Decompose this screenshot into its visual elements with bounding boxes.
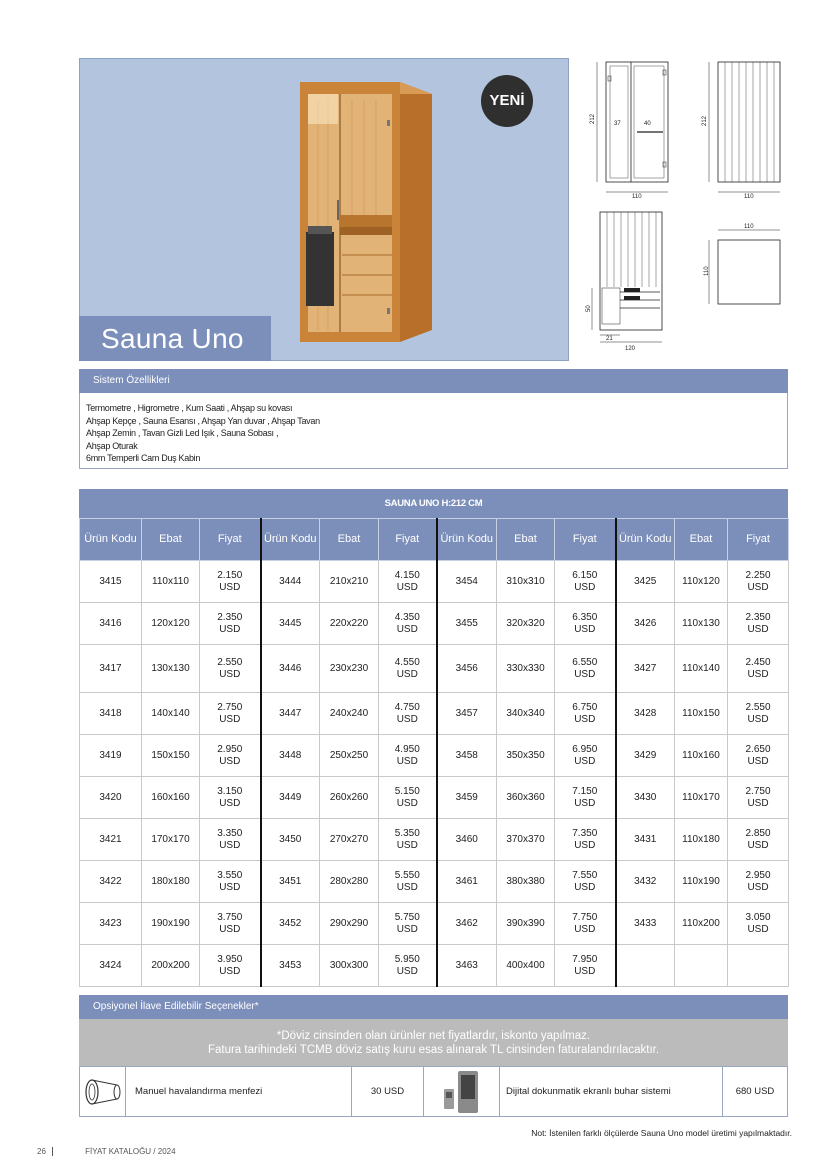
table-row bbox=[80, 819, 789, 861]
product-code-cell: 3446 bbox=[261, 645, 320, 693]
size-cell: 400x400 bbox=[497, 945, 555, 987]
product-code-cell: 3454 bbox=[437, 561, 497, 603]
top-depth-label: 110 bbox=[704, 266, 710, 276]
price-cell: 7.350 USD bbox=[555, 819, 616, 861]
price-cell: 5.350 USD bbox=[379, 819, 437, 861]
size-cell: 270x270 bbox=[320, 819, 379, 861]
table-row bbox=[80, 645, 789, 693]
product-code-cell: 3456 bbox=[437, 645, 497, 693]
price-cell: 5.150 USD bbox=[379, 777, 437, 819]
steam-panel-icon bbox=[440, 1069, 484, 1115]
features-list bbox=[79, 393, 788, 469]
price-cell: 5.550 USD bbox=[379, 861, 437, 903]
product-code-cell: 3447 bbox=[261, 693, 320, 735]
column-header: Ürün Kodu bbox=[616, 519, 675, 561]
price-cell: 4.750 USD bbox=[379, 693, 437, 735]
features-heading: Sistem Özellikleri bbox=[79, 369, 788, 393]
product-code-cell: 3417 bbox=[80, 645, 142, 693]
size-cell: 110x170 bbox=[675, 777, 728, 819]
new-badge: YENİ bbox=[481, 75, 533, 127]
price-cell: 6.950 USD bbox=[555, 735, 616, 777]
product-code-cell: 3426 bbox=[616, 603, 675, 645]
size-cell: 130x130 bbox=[142, 645, 200, 693]
section-left-label: 21 bbox=[606, 336, 613, 342]
product-code-cell: 3422 bbox=[80, 861, 142, 903]
size-cell: 110x160 bbox=[675, 735, 728, 777]
price-cell: 3.050 USD bbox=[728, 903, 789, 945]
size-cell bbox=[675, 945, 728, 987]
size-cell: 110x140 bbox=[675, 645, 728, 693]
product-code-cell: 3452 bbox=[261, 903, 320, 945]
product-code-cell: 3463 bbox=[437, 945, 497, 987]
price-cell: 4.550 USD bbox=[379, 645, 437, 693]
size-cell: 330x330 bbox=[497, 645, 555, 693]
size-cell: 390x390 bbox=[497, 903, 555, 945]
price-table bbox=[79, 489, 788, 987]
column-header: Ebat bbox=[497, 519, 555, 561]
size-cell: 250x250 bbox=[320, 735, 379, 777]
product-code-cell: 3459 bbox=[437, 777, 497, 819]
front-width-label: 110 bbox=[632, 194, 642, 200]
size-cell: 260x260 bbox=[320, 777, 379, 819]
column-header: Fiyat bbox=[379, 519, 437, 561]
feature-line: Ahşap Oturak bbox=[86, 440, 138, 451]
steam-label: Dijital dokunmatik ekranlı buhar sistemi bbox=[500, 1067, 723, 1116]
product-title: Sauna Uno bbox=[79, 316, 271, 361]
footer-label: FİYAT KATALOĞU / 2024 bbox=[85, 1147, 176, 1156]
table-row bbox=[80, 903, 789, 945]
product-code-cell: 3424 bbox=[80, 945, 142, 987]
product-code-cell: 3448 bbox=[261, 735, 320, 777]
table-row bbox=[80, 693, 789, 735]
product-code-cell: 3461 bbox=[437, 861, 497, 903]
side-view-drawing bbox=[702, 62, 780, 200]
product-code-cell: 3427 bbox=[616, 645, 675, 693]
product-code-cell: 3415 bbox=[80, 561, 142, 603]
technical-drawings bbox=[580, 52, 810, 357]
size-cell: 190x190 bbox=[142, 903, 200, 945]
section-bench-label: 50 bbox=[586, 305, 592, 312]
column-header: Fiyat bbox=[200, 519, 261, 561]
size-cell: 220x220 bbox=[320, 603, 379, 645]
feature-line: Termometre , Higrometre , Kum Saati , Ahşap su kovası bbox=[86, 403, 293, 413]
column-header: Ebat bbox=[320, 519, 379, 561]
price-cell: 4.350 USD bbox=[379, 603, 437, 645]
price-cell: 7.550 USD bbox=[555, 861, 616, 903]
price-cell: 5.950 USD bbox=[379, 945, 437, 987]
size-cell: 170x170 bbox=[142, 819, 200, 861]
product-code-cell: 3444 bbox=[261, 561, 320, 603]
price-cell: 2.450 USD bbox=[728, 645, 789, 693]
feature-line: 6mm Temperli Cam Duş Kabin bbox=[86, 453, 201, 463]
size-cell: 240x240 bbox=[320, 693, 379, 735]
product-code-cell: 3460 bbox=[437, 819, 497, 861]
size-cell: 110x110 bbox=[142, 561, 200, 603]
size-cell: 280x280 bbox=[320, 861, 379, 903]
ventilation-vent-icon bbox=[83, 1077, 123, 1107]
product-code-cell: 3431 bbox=[616, 819, 675, 861]
size-cell: 180x180 bbox=[142, 861, 200, 903]
vent-label: Manuel havalandırma menfezi bbox=[126, 1067, 352, 1116]
size-cell: 150x150 bbox=[142, 735, 200, 777]
size-cell: 320x320 bbox=[497, 603, 555, 645]
price-cell: 5.750 USD bbox=[379, 903, 437, 945]
price-cell: 4.150 USD bbox=[379, 561, 437, 603]
size-cell: 360x360 bbox=[497, 777, 555, 819]
table-row bbox=[80, 603, 789, 645]
door-left-label: 37 bbox=[614, 121, 621, 127]
product-code-cell: 3433 bbox=[616, 903, 675, 945]
column-header: Ebat bbox=[675, 519, 728, 561]
size-cell: 140x140 bbox=[142, 693, 200, 735]
price-cell: 3.950 USD bbox=[200, 945, 261, 987]
product-code-cell: 3430 bbox=[616, 777, 675, 819]
sauna-product-image bbox=[296, 80, 436, 345]
product-code-cell: 3421 bbox=[80, 819, 142, 861]
product-code-cell: 3420 bbox=[80, 777, 142, 819]
product-code-cell: 3458 bbox=[437, 735, 497, 777]
price-cell: 2.950 USD bbox=[728, 861, 789, 903]
product-code-cell: 3429 bbox=[616, 735, 675, 777]
price-cell: 3.350 USD bbox=[200, 819, 261, 861]
table-row bbox=[80, 861, 789, 903]
size-cell: 290x290 bbox=[320, 903, 379, 945]
price-cell: 3.150 USD bbox=[200, 777, 261, 819]
price-cell: 2.350 USD bbox=[200, 603, 261, 645]
table-row bbox=[80, 945, 789, 987]
product-code-cell: 3457 bbox=[437, 693, 497, 735]
steam-cell bbox=[424, 1067, 500, 1116]
size-cell: 310x310 bbox=[497, 561, 555, 603]
table-row bbox=[80, 735, 789, 777]
price-cell: 6.550 USD bbox=[555, 645, 616, 693]
size-cell: 160x160 bbox=[142, 777, 200, 819]
column-header: Fiyat bbox=[728, 519, 789, 561]
table-row bbox=[80, 777, 789, 819]
section-view-drawing bbox=[586, 212, 662, 352]
price-cell: 3.550 USD bbox=[200, 861, 261, 903]
column-header: Ürün Kodu bbox=[261, 519, 320, 561]
price-cell: 2.350 USD bbox=[728, 603, 789, 645]
product-code-cell: 3449 bbox=[261, 777, 320, 819]
size-cell: 110x180 bbox=[675, 819, 728, 861]
vent-price: 30 USD bbox=[352, 1067, 424, 1116]
size-cell: 300x300 bbox=[320, 945, 379, 987]
table-row bbox=[80, 561, 789, 603]
price-cell: 7.750 USD bbox=[555, 903, 616, 945]
front-view-drawing bbox=[590, 62, 668, 200]
product-code-cell: 3455 bbox=[437, 603, 497, 645]
side-height-label: 212 bbox=[702, 115, 708, 126]
price-cell: 2.750 USD bbox=[200, 693, 261, 735]
door-right-label: 40 bbox=[644, 121, 651, 127]
price-cell: 7.950 USD bbox=[555, 945, 616, 987]
options-row bbox=[79, 1066, 788, 1117]
table-title: SAUNA UNO H:212 CM bbox=[79, 489, 788, 518]
page-number: 26 bbox=[37, 1147, 53, 1156]
price-cell: 7.150 USD bbox=[555, 777, 616, 819]
price-cell: 2.850 USD bbox=[728, 819, 789, 861]
product-code-cell: 3428 bbox=[616, 693, 675, 735]
price-cell: 2.750 USD bbox=[728, 777, 789, 819]
size-cell: 210x210 bbox=[320, 561, 379, 603]
size-cell: 350x350 bbox=[497, 735, 555, 777]
price-cell: 4.950 USD bbox=[379, 735, 437, 777]
column-header: Ürün Kodu bbox=[80, 519, 142, 561]
price-cell: 6.750 USD bbox=[555, 693, 616, 735]
size-cell: 230x230 bbox=[320, 645, 379, 693]
column-header: Ürün Kodu bbox=[437, 519, 497, 561]
size-cell: 110x200 bbox=[675, 903, 728, 945]
product-code-cell: 3453 bbox=[261, 945, 320, 987]
front-height-label: 212 bbox=[590, 113, 596, 124]
product-code-cell bbox=[616, 945, 675, 987]
product-code-cell: 3462 bbox=[437, 903, 497, 945]
price-cell: 2.650 USD bbox=[728, 735, 789, 777]
size-cell: 110x120 bbox=[675, 561, 728, 603]
feature-line: Ahşap Kepçe , Sauna Esansı , Ahşap Yan duvar , Ahşap Tavan bbox=[86, 415, 320, 426]
product-code-cell: 3450 bbox=[261, 819, 320, 861]
size-cell: 370x370 bbox=[497, 819, 555, 861]
column-header: Ebat bbox=[142, 519, 200, 561]
options-heading: Opsiyonel İlave Edilebilir Seçenekler* bbox=[79, 995, 788, 1019]
top-view-drawing bbox=[704, 224, 780, 304]
price-cell: 6.350 USD bbox=[555, 603, 616, 645]
price-cell: 3.750 USD bbox=[200, 903, 261, 945]
currency-note bbox=[79, 1019, 788, 1066]
price-cell: 2.550 USD bbox=[200, 645, 261, 693]
size-cell: 340x340 bbox=[497, 693, 555, 735]
table-header-row bbox=[80, 519, 789, 561]
product-code-cell: 3425 bbox=[616, 561, 675, 603]
table-body bbox=[80, 561, 789, 987]
steam-price: 680 USD bbox=[735, 1086, 775, 1097]
product-code-cell: 3423 bbox=[80, 903, 142, 945]
product-code-cell: 3418 bbox=[80, 693, 142, 735]
size-cell: 200x200 bbox=[142, 945, 200, 987]
price-cell: 2.150 USD bbox=[200, 561, 261, 603]
price-cell: 2.250 USD bbox=[728, 561, 789, 603]
currency-note-line1: *Döviz cinsinden olan ürünler net fiyatlardır, iskonto yapılmaz. bbox=[276, 1030, 591, 1042]
size-cell: 110x150 bbox=[675, 693, 728, 735]
product-code-cell: 3432 bbox=[616, 861, 675, 903]
page-footer bbox=[37, 1147, 176, 1156]
product-code-cell: 3416 bbox=[80, 603, 142, 645]
price-cell: 2.950 USD bbox=[200, 735, 261, 777]
product-code-cell: 3445 bbox=[261, 603, 320, 645]
size-cell: 380x380 bbox=[497, 861, 555, 903]
product-code-cell: 3419 bbox=[80, 735, 142, 777]
side-width-label: 110 bbox=[744, 194, 754, 200]
feature-line: Ahşap Zemin , Tavan Gizli Led Işık , Sauna Sobası , bbox=[86, 428, 279, 438]
vent-cell bbox=[80, 1067, 126, 1116]
column-header: Fiyat bbox=[555, 519, 616, 561]
product-code-cell: 3451 bbox=[261, 861, 320, 903]
currency-note-line2: Fatura tarihindeki TCMB döviz satış kuru esas alınarak TL cinsinden faturalandırılacaktır. bbox=[207, 1044, 660, 1056]
size-cell: 110x190 bbox=[675, 861, 728, 903]
price-cell: 6.150 USD bbox=[555, 561, 616, 603]
section-width-label: 120 bbox=[625, 346, 636, 352]
price-cell bbox=[728, 945, 789, 987]
price-cell: 2.550 USD bbox=[728, 693, 789, 735]
footnote: Not: İstenilen farklı ölçülerde Sauna Uno model üretimi yapılmaktadır. bbox=[531, 1128, 792, 1138]
size-cell: 110x130 bbox=[675, 603, 728, 645]
size-cell: 120x120 bbox=[142, 603, 200, 645]
top-width-label: 110 bbox=[744, 224, 754, 230]
